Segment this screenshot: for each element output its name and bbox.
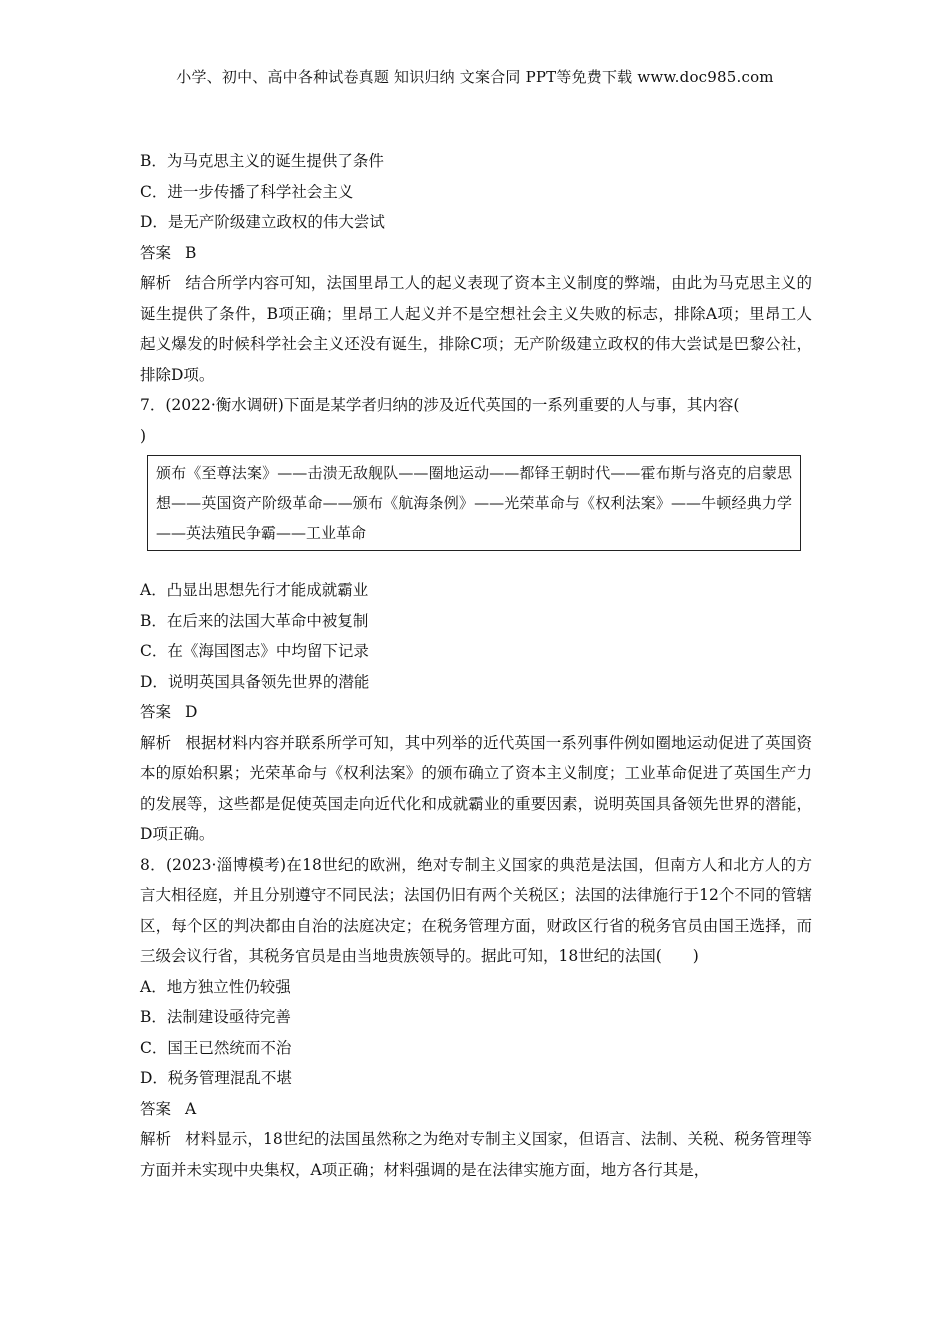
q7-answer-label: 答案 (140, 703, 172, 721)
document-body (140, 146, 812, 1185)
q7-answer (140, 697, 812, 728)
q6-answer-label: 答案 (140, 243, 172, 262)
q8-answer-value: A (185, 1099, 197, 1118)
q7-option-c: C．在《海国图志》中均留下记录 (140, 642, 369, 660)
q7-option-a: A．凸显出思想先行才能成就霸业 (140, 581, 369, 599)
q7-stem-bracket: ) (140, 426, 147, 445)
q7-option-d: D．说明英国具备领先世界的潜能 (140, 672, 370, 691)
q8-option-b: B．法制建设亟待完善 (140, 1008, 291, 1026)
q8-analysis (140, 1124, 812, 1185)
q6-analysis (140, 268, 812, 390)
q6-option-c: C．进一步传播了科学社会主义 (140, 182, 354, 201)
q7-analysis-label: 解析 (140, 733, 172, 752)
q6-analysis-text: 结合所学内容可知，法国里昂工人的起义表现了资本主义制度的弊端，由此为马克思主义的诞生提供了条件，B项正确；里昂工人起义并不是空想社会主义失败的标志，排除A项；里昂工人起义爆发的时候科学社会主义还没有诞生，排除C项；无产阶级建立政权的伟大尝试是巴黎公社，排除D项。 (140, 274, 812, 384)
q8-option-a: A．地方独立性仍较强 (140, 977, 291, 996)
q8-stem: 8．(2023·淄博模考)在18世纪的欧洲，绝对专制主义国家的典范是法国，但南方人和北方人的方言大相径庭，并且分别遵守不同民法；法国仍旧有两个关税区；法国的法律施行于12个不同的管辖区，每个区的判决都由自治的法庭决定；在税务管理方面，财政区行省的税务官员由国王选择，而三级会议行省，其税务官员是由当地贵族领导的。据此可知，18世纪的法国( ) (140, 855, 812, 965)
q8-option-c: C．国王已然统而不治 (140, 1038, 292, 1057)
q8-analysis-label: 解析 (140, 1130, 172, 1148)
q8-option-d: D．税务管理混乱不堪 (140, 1069, 292, 1087)
q8-answer (140, 1094, 812, 1125)
q6-option-d: D．是无产阶级建立政权的伟大尝试 (140, 213, 385, 231)
q6-answer-value: B (185, 243, 197, 262)
q8-analysis-text: 材料显示，18世纪的法国虽然称之为绝对专制主义国家，但语言、法制、关税、税务管理等方面并未实现中央集权，A项正确；材料强调的是在法律实施方面，地方各行其是， (140, 1130, 812, 1179)
q7-answer-value: D (185, 703, 198, 721)
q6-analysis-label: 解析 (140, 274, 172, 292)
q7-analysis (140, 728, 812, 850)
q6-answer (140, 238, 812, 269)
q8-answer-label: 答案 (140, 1099, 172, 1118)
q7-material-box: 颁布《至尊法案》——击溃无敌舰队——圈地运动——都铎王朝时代——霍布斯与洛克的启蒙思想——英国资产阶级革命——颁布《航海条例》——光荣革命与《权利法案》——牛顿经典力学——英法殖民争霸——工业革命 (147, 455, 801, 551)
q7-option-b: B．在后来的法国大革命中被复制 (140, 611, 369, 630)
q6-option-b: B．为马克思主义的诞生提供了条件 (140, 152, 384, 170)
q7-stem: 7．(2022·衡水调研)下面是某学者归纳的涉及近代英国的一系列重要的人与事，其内容( (140, 396, 740, 414)
q7-analysis-text: 根据材料内容并联系所学可知，其中列举的近代英国一系列事件例如圈地运动促进了英国资本的原始积累；光荣革命与《权利法案》的颁布确立了资本主义制度；工业革命促进了英国生产力的发展等，这些都是促使英国走向近代化和成就霸业的重要因素，说明英国具备领先世界的潜能，D项正确。 (140, 733, 812, 843)
page-header: 小学、初中、高中各种试卷真题 知识归纳 文案合同 PPT等免费下载 www.doc985.com (176, 68, 774, 86)
